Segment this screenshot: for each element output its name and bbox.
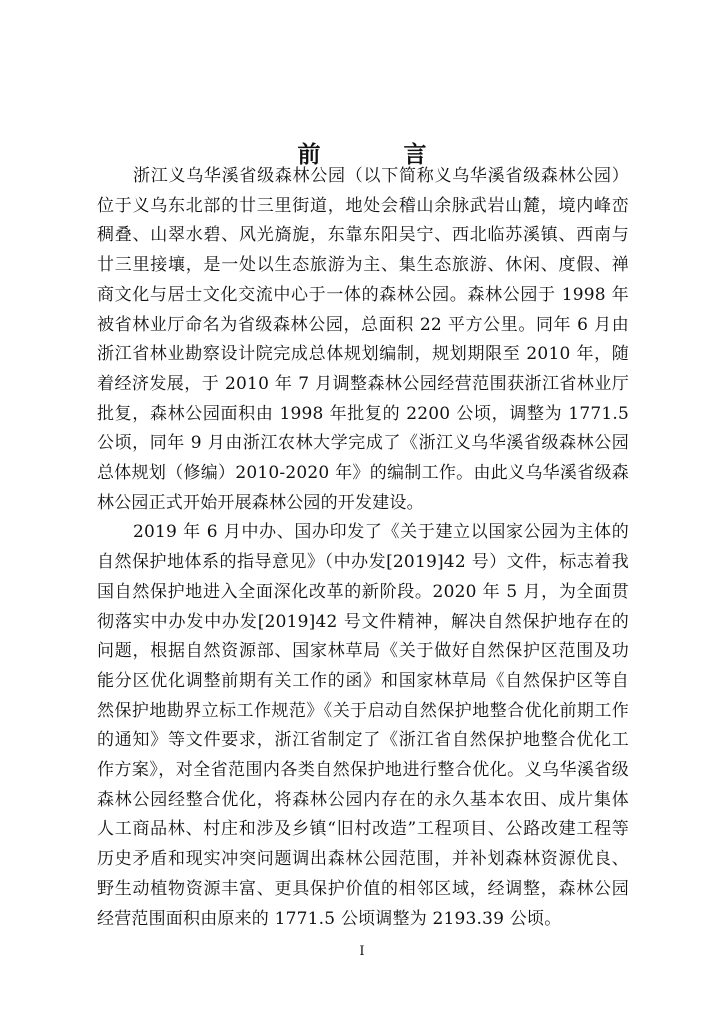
page-title: 前 言 <box>297 141 457 169</box>
paragraph-1: 浙江义乌华溪省级森林公园（以下简称义乌华溪省级森林公园）位于义乌东北部的廿三里街道，地处会稽山余脉武岩山麓，境内峰峦稠叠、山翠水碧、风光旖旎，东靠东阳吴宁、西北临苏溪镇、西南与廿三里接壤，是一处以生态旅游为主、集生态旅游、休闲、度假、禅商文化与居士文化交流中心于一体的森林公园。森林公园于 1998 年被省林业厅命名为省级森林公园，总面积 22 平方公里。同年 6 月由浙江省林业勘察设计院完成总体规划编制，规划期限至 2010 年，随着经济发展，于 2010 年 7 月调整森林公园经营范围获浙江省林业厅批复，森林公园面积由 1998 年批复的 2200 公顷，调整为 1771.5 公顷，同年 9 月由浙江农林大学完成了《浙江义乌华溪省级森林公园总体规划（修编）2010-2020 年》的编制工作。由此义乌华溪省级森林公园正式开始开展森林公园的开发建设。 <box>97 166 629 513</box>
body-text <box>97 162 629 934</box>
page-number: I <box>359 944 365 959</box>
paragraph-2: 2019 年 6 月中办、国办印发了《关于建立以国家公园为主体的自然保护地体系的指导意见》（中办发[2019]42 号）文件，标志着我国自然保护地进入全面深化改革的新阶段。2020 年 5 月，为全面贯彻落实中办发中办发[2019]42 号文件精神，解决自然保护地存在的问题，根据自然资源部、国家林草局《关于做好自然保护区范围及功能分区优化调整前期有关工作的函》和国家林草局《自然保护区等自然保护地勘界立标工作规范》《关于启动自然保护地整合优化前期工作的通知》等文件要求，浙江省制定了《浙江省自然保护地整合优化工作方案》，对全省范围内各类自然保护地进行整合优化。义乌华溪省级森林公园经整合优化，将森林公园内存在的永久基本农田、成片集体人工商品林、村庄和涉及乡镇“旧村改造”工程项目、公路改建工程等历史矛盾和现实冲突问题调出森林公园范围，并补划森林资源优良、野生动植物资源丰富、更具保护价值的相邻区域，经调整，森林公园经营范围面积由原来的 1771.5 公顷调整为 2193.39 公顷。 <box>97 522 629 929</box>
